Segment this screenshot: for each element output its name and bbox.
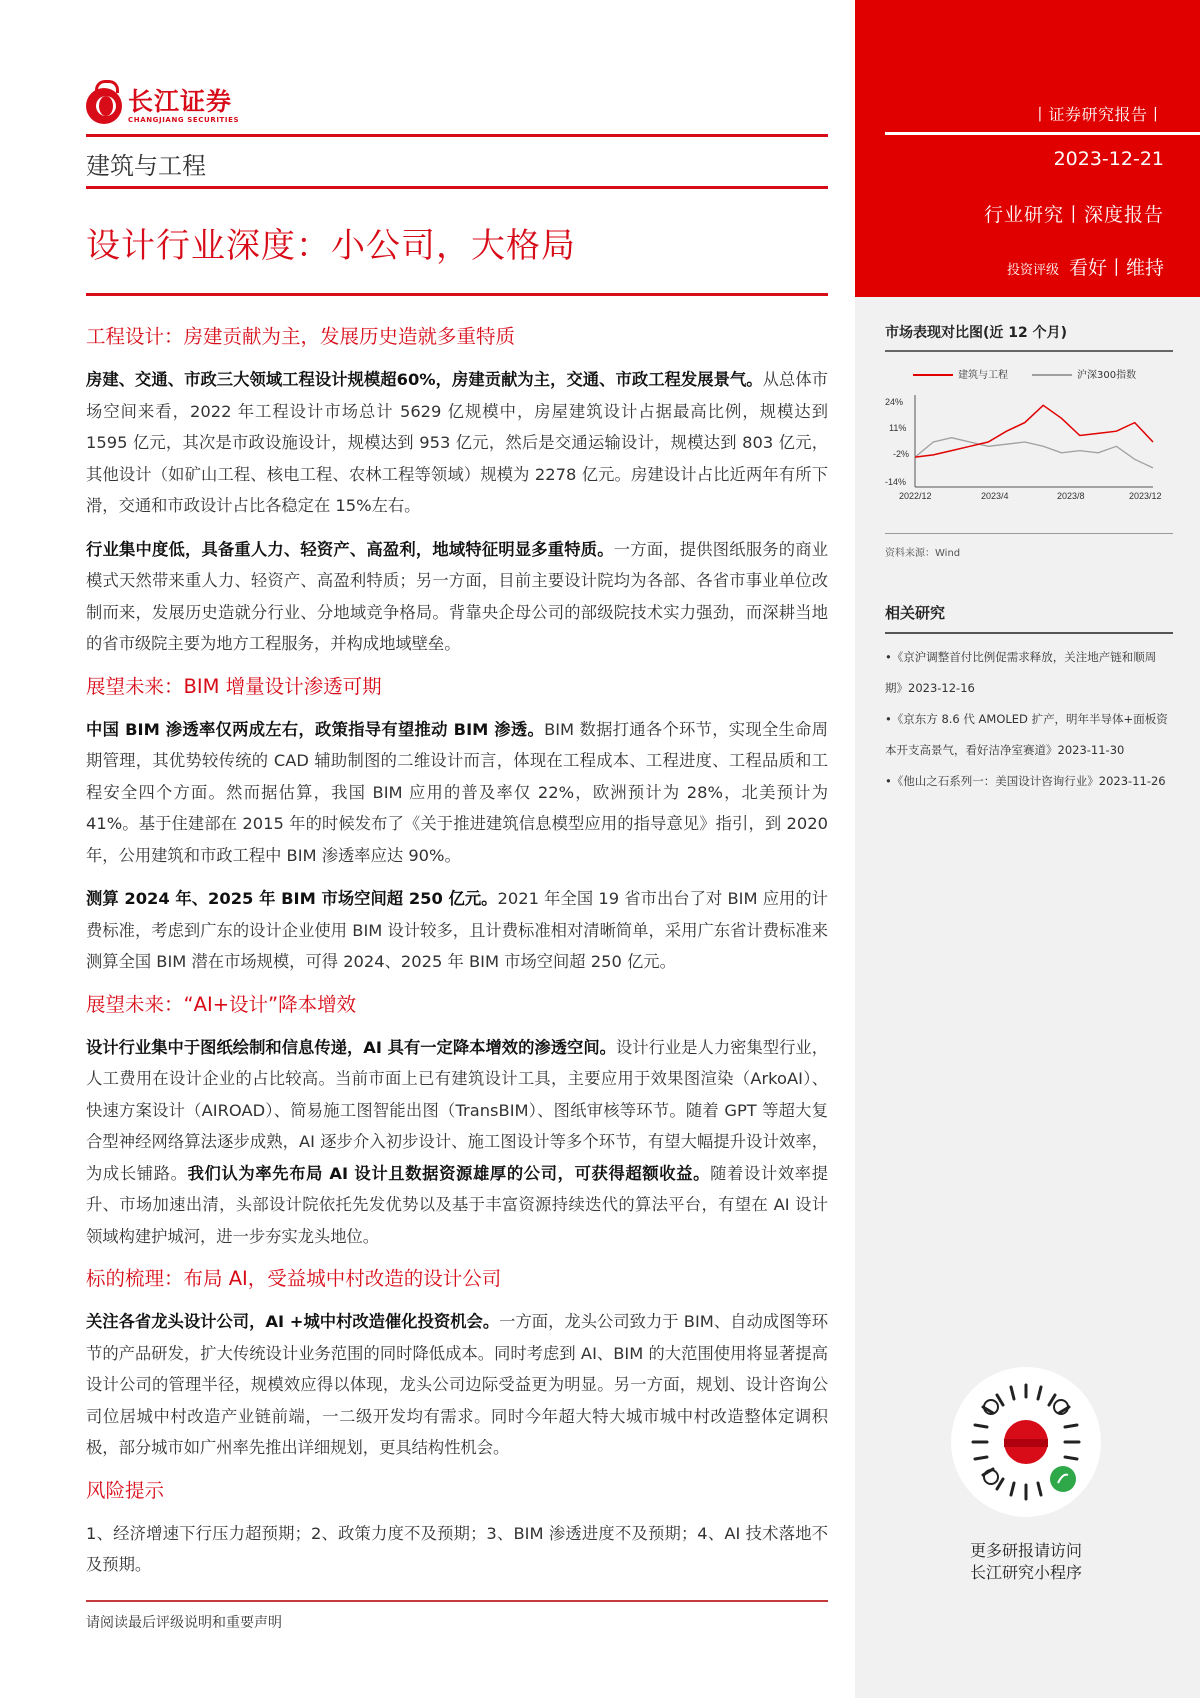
chart-source: 资料来源：Wind: [885, 533, 1173, 559]
rating-label: 投资评级: [1006, 263, 1059, 278]
page-title: 设计行业深度：小公司，大格局: [86, 226, 576, 266]
svg-text:-14%: -14%: [885, 477, 907, 487]
report-category: 行业研究丨深度报告: [983, 204, 1164, 226]
section-heading: 标的梳理：布局 AI，受益城中村改造的设计公司: [86, 1267, 502, 1290]
report-date: 2023-12-21: [1053, 148, 1164, 170]
related-divider: [885, 632, 1173, 634]
legend-item: 建筑与工程: [913, 366, 1008, 381]
footer-divider: [86, 1600, 828, 1602]
related-research: [885, 602, 1173, 797]
svg-text:11%: 11%: [889, 423, 907, 433]
rating-value: 看好丨维持: [1068, 257, 1164, 279]
paragraph: 1、经济增速下行压力超预期；2、政策力度不及预期；3、BIM 渗透进度不及预期；4、AI 技术落地不及预期。: [86, 1523, 828, 1574]
logo-name-en: CHANGJIANG SECURITIES: [128, 116, 240, 124]
paragraph: 关注各省龙头设计公司，AI +城中村改造催化投资机会。一方面，龙头公司致力于 BIM、自动成图等环节的产品研发，扩大传统设计业务范围的同时降低成本。同时考虑到 AI、BIM 的大范围使用将显著提高设计公司的管理半径，规模效应得以体现，龙头公司边际受益更为明显。另一方面，规划、设计咨询公司位居城中村改造产业链前端，一二级开发均有需求。同时今年超大特大城市城中村改造整体定调积极，部分城市如广州率先推出详细规划，更具结构性机会。: [86, 1312, 828, 1457]
related-report-link[interactable]: •《他山之石系列一：美国设计咨询行业》2023-11-26: [885, 774, 1166, 788]
related-report-link[interactable]: •《京东方 8.6 代 AMOLED 扩产，明年半导体+面板资本开支高景气，看好洁净室赛道》2023-11-30: [885, 712, 1168, 757]
title-divider: [86, 293, 828, 296]
chart-legend: [885, 366, 1173, 381]
sector-label: 建筑与工程: [86, 152, 206, 180]
section-heading: 展望未来：“AI+设计”降本增效: [86, 992, 357, 1016]
svg-text:2023/12: 2023/12: [1129, 491, 1162, 501]
company-logo: [86, 84, 239, 128]
qr-caption: 更多研报请访问 长江研究小程序: [969, 1541, 1082, 1582]
related-title: 相关研究: [885, 604, 946, 622]
svg-text:-2%: -2%: [893, 449, 910, 459]
svg-text:2023/8: 2023/8: [1057, 491, 1085, 501]
section-ai: [86, 990, 828, 1253]
market-chart: [885, 320, 1173, 559]
svg-text:2022/12: 2022/12: [899, 491, 932, 501]
section-heading: 风险提示: [86, 1478, 165, 1502]
section-heading: 展望未来：BIM 增量设计渗透可期: [86, 674, 382, 698]
section-engineering: [86, 322, 828, 660]
mini-program-qr-code[interactable]: [951, 1367, 1101, 1517]
section-bim: [86, 672, 828, 978]
legend-item: 沪深300指数: [1032, 366, 1136, 381]
paragraph: 设计行业集中于图纸绘制和信息传递，AI 具有一定降本增效的渗透空间。设计行业是人力密集型行业，人工费用在设计企业的占比较高。当前市面上已有建筑设计工具，主要应用于效果图渲染（ArkoAI）、快速方案设计（AIROAD）、简易施工图智能出图（TransBIM）、图纸审核等环节。随着 GPT 等超大复合型神经网络算法逐步成熟，AI 逐步介入初步设计、施工图设计等多个环节，有望大幅提升设计效率，为成长铺路。我们认为率先布局 AI 设计且数据资源雄厚的公司，可获得超额收益。随着设计效率提升、市场加速出清，头部设计院依托先发优势以及基于丰富资源持续迭代的算法平台，有望在 AI 设计领域构建护城河，进一步夯实龙头地位。: [86, 1037, 828, 1246]
chart-title: 市场表现对比图(近 12 个月): [885, 325, 1068, 341]
paragraph: 房建、交通、市政三大领域工程设计规模超60%，房建贡献为主，交通、市政工程发展景气。从总体市场空间来看，2022 年工程设计市场总计 5629 亿规模中，房屋建筑设计占据最高比例，规模达到 1595 亿元，其次是市政设施设计，规模达到 953 亿元，然后是交通运输设计，规模达到 803 亿元，其他设计（如矿山工程、核电工程、农林工程等领域）规模为 2278 亿元。房建设计占比近两年有所下滑，交通和市政设计占比各稳定在 15%左右。: [86, 370, 828, 515]
section-heading: 工程设计：房建贡献为主，发展历史造就多重特质: [86, 325, 516, 348]
paragraph: 中国 BIM 渗透率仅两成左右，政策指导有望推动 BIM 渗透。BIM 数据打通各个环节，实现全生命周期管理，其优势较传统的 CAD 辅助制图的二维设计而言，体现在工程成本、工程进度、工程品质和工程安全四个方面。然而据估算，我国 BIM 应用的普及率仅 22%，欧洲预计为 28%，北美预计为 41%。基于住建部在 2015 年的时候发布了《关于推进建筑信息模型应用的指导意见》指引，到 2020 年，公用建筑和市政工程中 BIM 渗透率应达 90%。: [86, 719, 829, 865]
svg-text:2023/4: 2023/4: [981, 491, 1009, 501]
header-divider: [86, 186, 828, 189]
report-meta-block: [855, 0, 1200, 297]
paragraph: 测算 2024 年、2025 年 BIM 市场空间超 250 亿元。2021 年全国 19 省市出台了对 BIM 应用的计费标准，考虑到广东的设计企业使用 BIM 设计较多，且计费标准相对清晰简单，采用广东省计费标准来测算全国 BIM 潜在市场规模，可得 2024、2025 年 BIM 市场空间超 250 亿元。: [86, 889, 828, 971]
footer-disclaimer: 请阅读最后评级说明和重要声明: [86, 1615, 282, 1631]
logo-name-cn: 长江证券: [128, 87, 233, 116]
qr-code-icon: [951, 1367, 1101, 1517]
chart-divider: [885, 350, 1173, 352]
logo-mark-icon: [86, 88, 122, 124]
paragraph: 行业集中度低，具备重人力、轻资产、高盈利，地域特征明显多重特质。一方面，提供图纸服务的商业模式天然带来重人力、轻资产、高盈利特质；另一方面，目前主要设计院均为各部、各省市事业单位改制而来，发展历史造就分行业、分地域竞争格局。背靠央企母公司的部级院技术实力强劲，而深耕当地的省市级院主要为地方工程服务，并构成地域壁垒。: [86, 539, 828, 653]
investment-rating: [1007, 253, 1164, 280]
report-body: [86, 322, 828, 1593]
section-risk: [86, 1476, 828, 1581]
meta-divider: [885, 132, 1200, 135]
svg-text:24%: 24%: [885, 397, 904, 407]
report-type: 丨证券研究报告丨: [1031, 105, 1164, 124]
line-chart: [885, 385, 1173, 515]
related-report-link[interactable]: •《京沪调整首付比例促需求释放，关注地产链和顺周期》2023-12-16: [885, 650, 1157, 695]
header-divider: [86, 134, 828, 137]
sidebar: [855, 0, 1200, 1698]
section-targets: [86, 1264, 828, 1464]
